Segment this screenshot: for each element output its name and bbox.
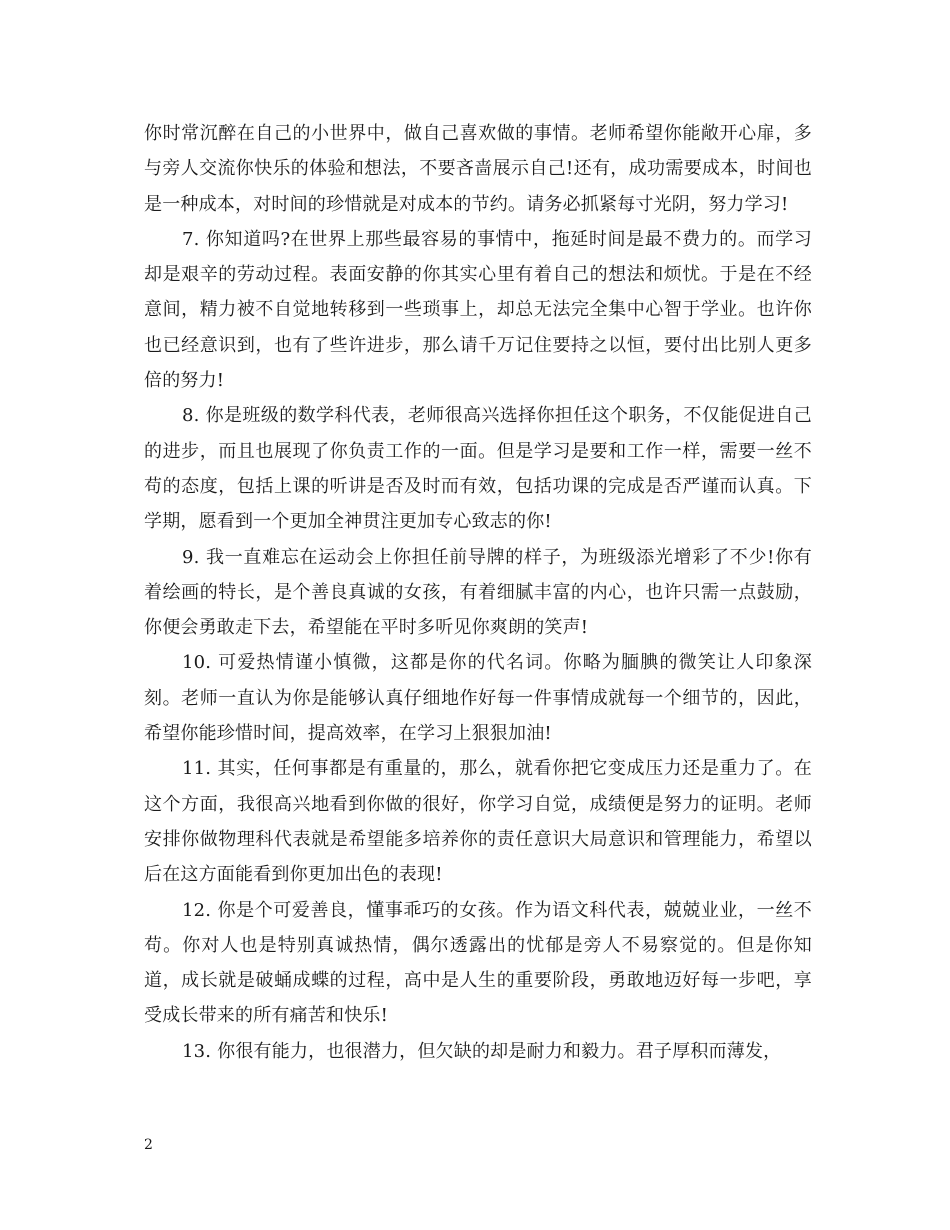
paragraph-item-7: 7. 你知道吗?在世界上那些最容易的事情中，拖延时间是最不费力的。而学习却是艰辛的劳动过程。表面安静的你其实心里有着自己的想法和烦忧。于是在不经意间，精力被不自觉地转移到一些琐事上，却总无法完全集中心智于学业。也许你也已经意识到，也有了些许进步，那么请千万记住要持之以恒，要付出比别人更多倍的努力!: [144, 228, 812, 392]
paragraph-item-10: 10. 可爱热情谨小慎微，这都是你的代名词。你略为腼腆的微笑让人印象深刻。老师一直认为你是能够认真仔细地作好每一件事情成就每一个细节的，因此，希望你能珍惜时间，提高效率，在学习上狠狠加油!: [144, 652, 812, 745]
paragraph-item-8: 8. 你是班级的数学科代表，老师很高兴选择你担任这个职务，不仅能促进自己的进步，而且也展现了你负责工作的一面。但是学习是要和工作一样，需要一丝不苟的态度，包括上课的听讲是否及时而有效，包括功课的完成是否严谨而认真。下学期，愿看到一个更加全神贯注更加专心致志的你!: [144, 405, 812, 533]
paragraph-item-11: 11. 其实，任何事都是有重量的，那么，就看你把它变成压力还是重力了。在这个方面，我很高兴地看到你做的很好，你学习自觉，成绩便是努力的证明。老师安排你做物理科代表就是希望能多培养你的责任意识大局意识和管理能力，希望以后在这方面能看到你更加出色的表现!: [144, 758, 812, 886]
page-number: 2: [144, 1137, 153, 1153]
paragraph-item-9: 9. 我一直难忘在运动会上你担任前导牌的样子，为班级添光增彩了不少!你有着绘画的特长，是个善良真诚的女孩，有着细腻丰富的内心，也许只需一点鼓励，你便会勇敢走下去，希望能在平时多听见你爽朗的笑声!: [144, 546, 812, 639]
paragraph-item-13: 13. 你很有能力，也很潜力，但欠缺的却是耐力和毅力。君子厚积而薄发，: [182, 1040, 782, 1062]
paragraph-continuation: 你时常沉醉在自己的小世界中，做自己喜欢做的事情。老师希望你能敞开心扉，多与旁人交流你快乐的体验和想法，不要吝啬展示自己!还有，成功需要成本，时间也是一种成本，对时间的珍惜就是对成本的节约。请务必抓紧每寸光阴，努力学习!: [144, 123, 812, 215]
paragraph-item-12: 12. 你是个可爱善良，懂事乖巧的女孩。作为语文科代表，兢兢业业，一丝不苟。你对人也是特别真诚热情，偶尔透露出的忧郁是旁人不易察觉的。但是你知道，成长就是破蛹成蝶的过程，高中是人生的重要阶段，勇敢地迈好每一步吧，享受成长带来的所有痛苦和快乐!: [144, 899, 812, 1027]
document-body: [144, 116, 812, 1069]
